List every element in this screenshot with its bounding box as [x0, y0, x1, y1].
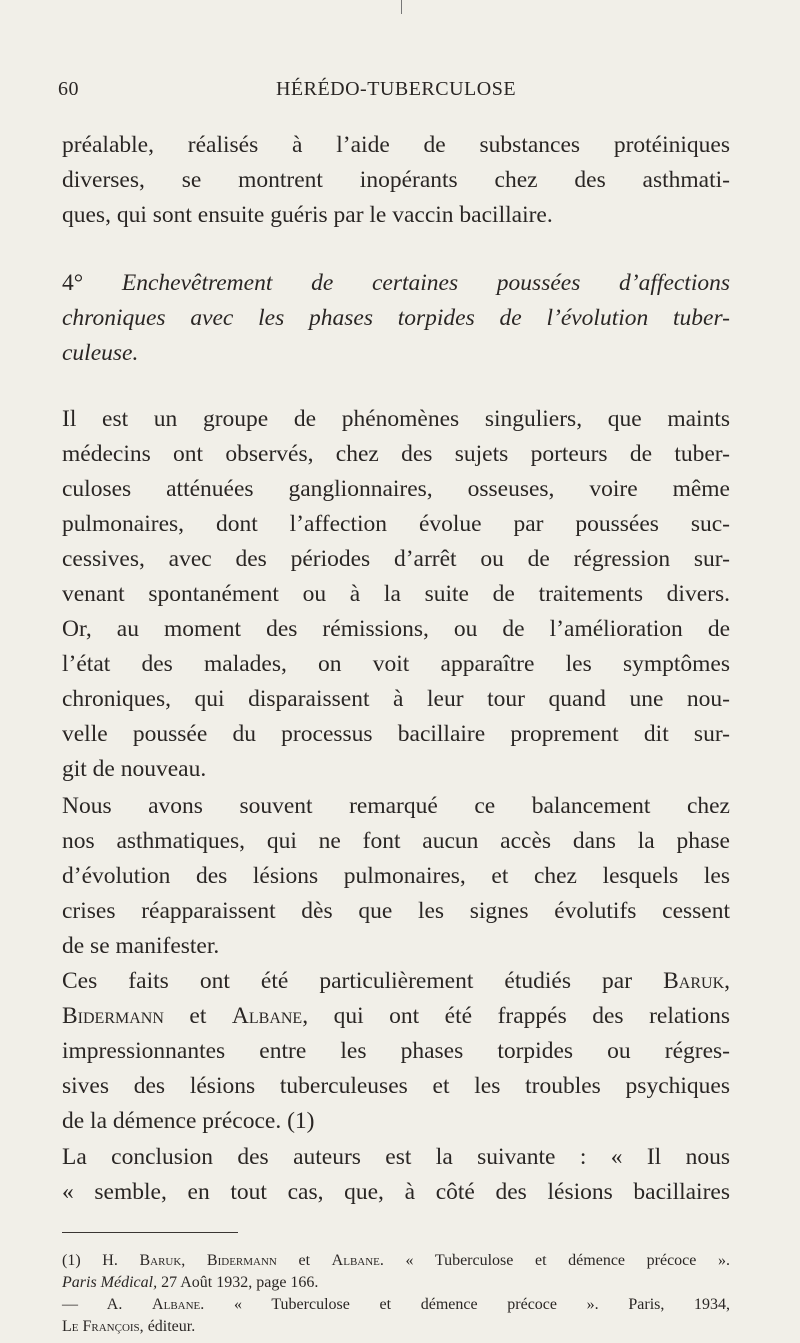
- footnote-journal: Paris Médical,: [62, 1274, 158, 1291]
- text-line: chroniques, qui disparaissent à leur tour quand une nou-: [62, 686, 730, 712]
- text-line: de la démence précoce. (1): [62, 1108, 315, 1134]
- text-line: crises réapparaissent dès que les signes évolutifs cessent: [62, 898, 730, 924]
- page-edge-mark: [401, 0, 402, 14]
- footnote-authors: H. Baruk, Bidermann: [102, 1252, 277, 1269]
- text-span: Ces faits ont été particulièrement étudiés par: [62, 968, 633, 994]
- text-line: Or, au moment des rémissions, ou de l’amélioration de: [62, 616, 730, 642]
- footnote-authors: Albane.: [331, 1252, 384, 1269]
- section-heading: [62, 266, 730, 371]
- footnote-title: « Tuberculose et démence précoce ».: [405, 1252, 730, 1269]
- author-name: Albane,: [231, 1003, 309, 1029]
- footnote-authors: Albane.: [152, 1296, 205, 1313]
- text-line: diverses, se montrent inopérants chez des asthmati-: [62, 167, 730, 193]
- text-span: — A.: [62, 1296, 123, 1313]
- text-line: « semble, en tout cas, que, à côté des lésions bacillaires: [62, 1179, 730, 1205]
- text-line: [62, 999, 730, 1034]
- footnotes: [62, 1250, 730, 1338]
- text-line: [62, 964, 730, 999]
- footnote-rule: [62, 1232, 238, 1233]
- footnote-line: [62, 1272, 730, 1294]
- running-header: [58, 78, 730, 108]
- text-span: et: [189, 1003, 207, 1029]
- text-line: l’état des malades, on voit apparaître les symptômes: [62, 651, 730, 677]
- footnote-title: « Tuberculose et démence précoce ». Paris, 1934,: [233, 1296, 731, 1313]
- paragraph-5: [62, 1140, 730, 1210]
- text-line: sives des lésions tuberculeuses et les troubles psychiques: [62, 1073, 730, 1099]
- heading-text: Enchevêtrement de certaines poussées d’affections: [121, 270, 731, 296]
- text-line: Il est un groupe de phénomènes singuliers, que maints: [62, 406, 730, 432]
- footnote-publisher: Le François,: [62, 1318, 144, 1335]
- text-line: d’évolution des lésions pulmonaires, et chez lesquels les: [62, 863, 730, 889]
- text-line: ques, qui sont ensuite guéris par le vaccin bacillaire.: [62, 202, 553, 228]
- text-line: velle poussée du processus bacillaire proprement dit sur-: [62, 721, 730, 747]
- heading-line: chroniques avec les phases torpides de l’évolution tuber-: [62, 305, 730, 331]
- text-line: git de nouveau.: [62, 756, 207, 782]
- text-line: de se manifester.: [62, 933, 220, 959]
- text-line: venant spontanément ou à la suite de traitements divers.: [62, 581, 730, 607]
- text-span: et: [298, 1252, 311, 1269]
- text-line: préalable, réalisés à l’aide de substances protéiniques: [62, 132, 730, 158]
- heading-line: culeuse.: [62, 340, 139, 366]
- paragraph-4: [62, 964, 730, 1139]
- text-line: nos asthmatiques, qui ne font aucun accès dans la phase: [62, 828, 730, 854]
- section-number: 4°: [62, 270, 84, 296]
- page-number: 60: [58, 78, 79, 100]
- paragraph-3: [62, 789, 730, 964]
- text-line: impressionnantes entre les phases torpides ou régres-: [62, 1038, 730, 1064]
- footnote-details: 27 Août 1932, page 166.: [161, 1274, 319, 1291]
- paragraph-1: [62, 128, 730, 233]
- footnote-line: [62, 1316, 730, 1338]
- text-span: qui ont été frappés des relations: [333, 1003, 731, 1029]
- text-line: Nous avons souvent remarqué ce balancement chez: [62, 793, 730, 819]
- footnote-number: (1): [62, 1252, 81, 1269]
- text-span: éditeur.: [147, 1318, 196, 1335]
- author-name: Baruk,: [663, 968, 730, 994]
- paragraph-2: [62, 402, 730, 787]
- author-name: Bidermann: [62, 1003, 164, 1029]
- text-line: médecins ont observés, chez des sujets porteurs de tuber-: [62, 441, 730, 467]
- running-title: HÉRÉDO-TUBERCULOSE: [275, 78, 517, 100]
- text-line: cessives, avec des périodes d’arrêt ou de régression sur-: [62, 546, 730, 572]
- footnote-line: [62, 1250, 730, 1272]
- text-line: culoses atténuées ganglionnaires, osseuses, voire même: [62, 476, 730, 502]
- heading-line-1: [62, 266, 730, 301]
- footnote-line: [62, 1294, 730, 1316]
- text-line: La conclusion des auteurs est la suivante : « Il nous: [62, 1144, 730, 1170]
- text-line: pulmonaires, dont l’affection évolue par poussées suc-: [62, 511, 730, 537]
